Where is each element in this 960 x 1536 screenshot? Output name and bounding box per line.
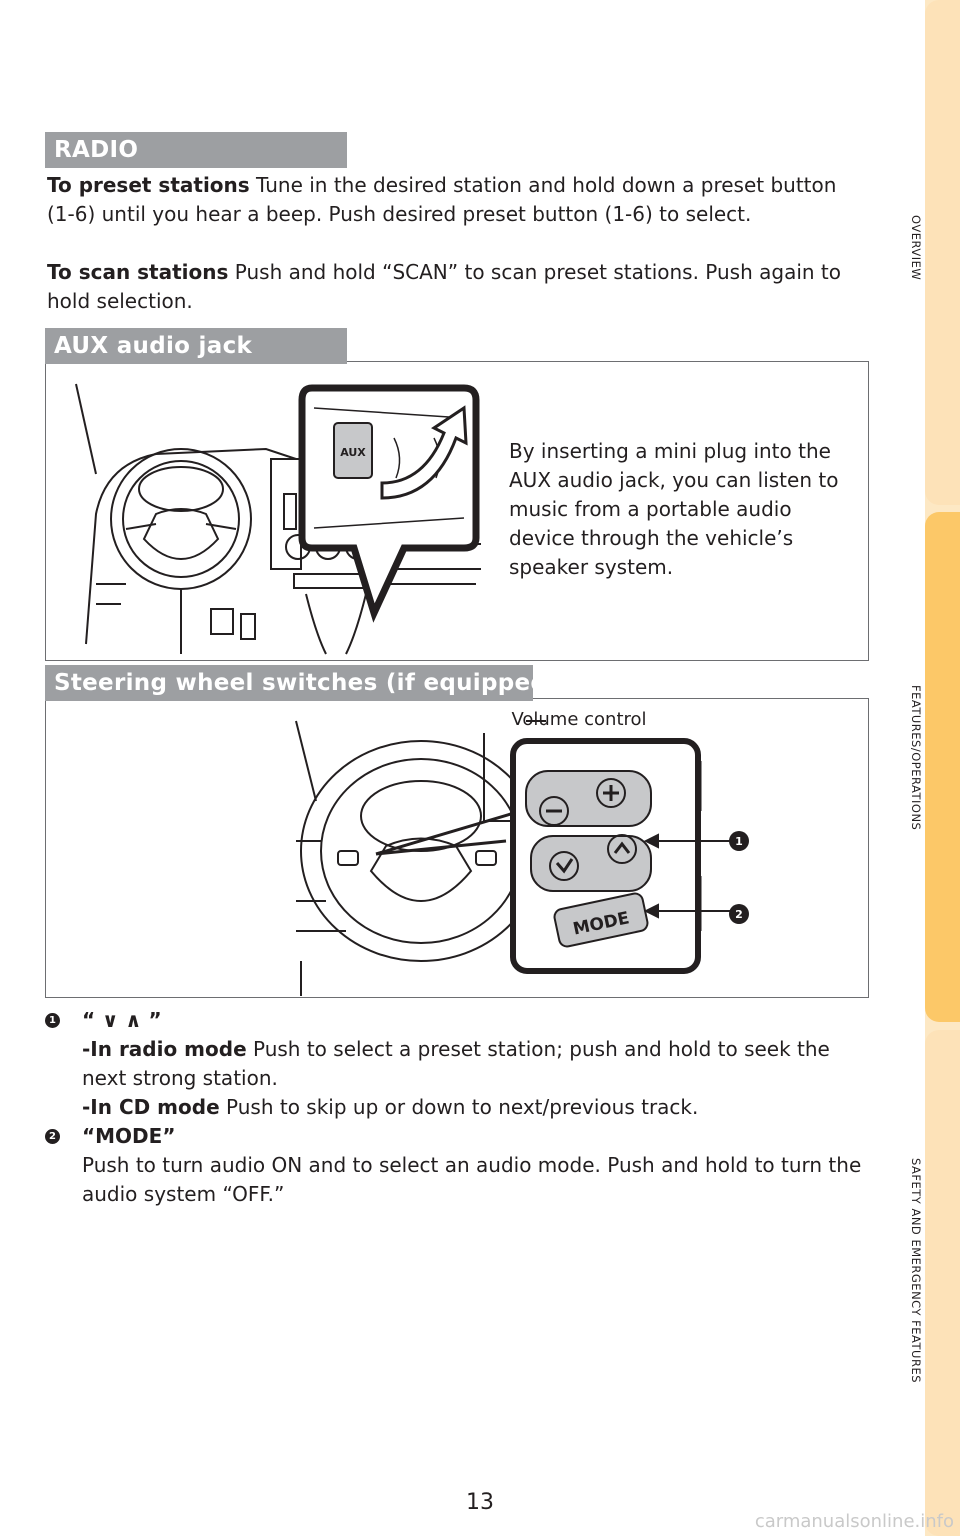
volume-switch <box>526 771 651 826</box>
scan-text: Push and hold “SCAN” to scan preset stations. Push again to hold selection. <box>47 260 842 313</box>
item-2-title: “MODE” <box>82 1124 176 1148</box>
item-1-title: “ ∨ ∧ ” <box>82 1008 162 1032</box>
mode-button-label: MODE <box>571 908 632 940</box>
item-1-cd-mode <box>82 1093 865 1122</box>
aux-description: By inserting a mini plug into the AUX audio jack, you can listen to music from a portable audio device through the vehicle’s speaker system. <box>509 439 839 579</box>
steering-section-header: Steering wheel switches (if equipped) <box>45 665 533 701</box>
scan-label: To scan stations <box>47 260 229 284</box>
item-2-marker: 2 <box>45 1129 60 1144</box>
preset-label: To preset stations <box>47 173 250 197</box>
steering-figure-box <box>45 698 869 998</box>
watermark: carmanualsonline.info <box>754 1511 954 1532</box>
item-1-marker: 1 <box>45 1013 60 1028</box>
aux-jack-label: AUX <box>340 446 366 459</box>
radio-mode-label: -In radio mode <box>82 1037 247 1061</box>
radio-mode-text: Push to select a preset station; push and hold to seek the next strong station. <box>82 1037 830 1090</box>
item-1-radio-mode <box>82 1035 865 1093</box>
radio-section-header: RADIO <box>45 132 347 168</box>
item-2-text: Push to turn audio ON and to select an audio mode. Push and hold to turn the audio system “OFF.” <box>82 1153 862 1206</box>
page-number: 13 <box>466 1490 494 1515</box>
steering-illustration <box>46 701 866 997</box>
tab-label-overview: OVERVIEW <box>909 215 923 281</box>
aux-callout-illustration <box>294 378 494 638</box>
seek-switch <box>531 836 651 891</box>
tab-safety-emergency[interactable] <box>925 1030 960 1536</box>
callout-1-label: 1 <box>735 835 743 848</box>
radio-scan-paragraph <box>47 258 867 316</box>
aux-section-header: AUX audio jack <box>45 328 347 364</box>
item-1 <box>45 1006 865 1122</box>
tab-label-features-operations: FEATURES/OPERATIONS <box>909 685 923 831</box>
radio-preset-paragraph <box>47 171 867 229</box>
tab-label-safety-emergency: SAFETY AND EMERGENCY FEATURES <box>909 1158 923 1384</box>
volume-control-label: Volume control <box>511 709 647 730</box>
tab-overview[interactable] <box>925 0 960 505</box>
callout-2-label: 2 <box>735 908 743 921</box>
cd-mode-label: -In CD mode <box>82 1095 220 1119</box>
switch-descriptions <box>45 1006 865 1209</box>
preset-text: Tune in the desired station and hold down a preset button (1-6) until you hear a beep. Push desired preset button (1-6) to select. <box>47 173 837 226</box>
item-2 <box>45 1122 865 1209</box>
cd-mode-text: Push to skip up or down to next/previous track. <box>219 1095 699 1119</box>
tab-features-operations[interactable] <box>925 512 960 1022</box>
